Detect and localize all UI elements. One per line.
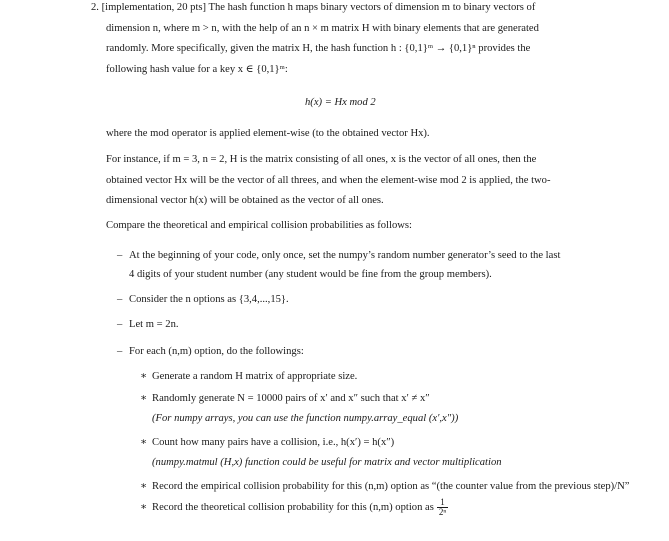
star-bullet: ∗ [140, 393, 148, 404]
dash-bullet: – [117, 346, 123, 357]
substep-generate [140, 370, 357, 384]
step-loop [117, 345, 304, 359]
substep-theoretical [140, 498, 448, 517]
dash-bullet: – [117, 294, 123, 305]
substep-count-note: (numpy.matmul (H,x) function could be useful for matrix and vector multiplication [152, 457, 502, 468]
dash-bullet: – [117, 250, 123, 261]
star-bullet: ∗ [140, 481, 148, 492]
step-m-text: Let m = 2n. [129, 319, 179, 330]
substep-empirical [140, 480, 629, 494]
star-bullet: ∗ [140, 371, 148, 382]
step-m [117, 318, 179, 332]
compare-heading: Compare the theoretical and empirical collision probabilities as follows: [106, 220, 412, 231]
dash-bullet: – [117, 319, 123, 330]
hash-equation: h(x) = Hx mod 2 [305, 97, 376, 108]
substep-pairs-note: (For numpy arrays, you can use the function numpy.array_equal (x′,x″)) [152, 413, 459, 424]
intro-line-3: randomly. More specifically, given the matrix H, the hash function h : {0,1}ᵐ → {0,1}ⁿ provides the [106, 43, 531, 54]
instance-line-1: For instance, if m = 3, n = 2, H is the matrix consisting of all ones, x is the vector of all ones, then the [106, 154, 537, 165]
substep-count [140, 436, 394, 450]
substep-pairs [140, 392, 430, 406]
intro-line-1: 2. [implementation, 20 pts] The hash function h maps binary vectors of dimension m to binary vectors of [91, 2, 536, 13]
mod-note: where the mod operator is applied element-wise (to the obtained vector Hx). [106, 128, 430, 139]
step-seed [117, 249, 560, 263]
star-bullet: ∗ [140, 437, 148, 448]
instance-line-3: dimensional vector h(x) will be obtained as the vector of all ones. [106, 195, 384, 206]
substep-theoretical-text: Record the theoretical collision probability for this (n,m) option as [152, 501, 434, 513]
substep-empirical-text: Record the empirical collision probability for this (n,m) option as “(the counter value from the previous step)/N” [152, 481, 630, 492]
step-loop-text: For each (n,m) option, do the followings: [129, 346, 304, 357]
step-n-options-text: Consider the n options as {3,4,...,15}. [129, 294, 289, 305]
intro-line-2: dimension n, where m > n, with the help of an n × m matrix H with binary elements that are generated [106, 23, 539, 34]
step-seed-cont: 4 digits of your student number (any student would be fine from the group members). [129, 269, 492, 280]
intro-line-4: following hash value for a key x ∈ {0,1}ᵐ: [106, 64, 288, 75]
step-n-options [117, 293, 289, 307]
instance-line-2: obtained vector Hx will be the vector of all threes, and when the element-wise mod 2 is applied, the two- [106, 175, 551, 186]
star-bullet: ∗ [140, 501, 148, 513]
step-seed-text: At the beginning of your code, only once, set the numpy’s random number generator’s seed to the last [129, 250, 561, 261]
substep-generate-text: Generate a random H matrix of appropriate size. [152, 371, 358, 382]
fraction-denominator: 2ⁿ [438, 507, 447, 517]
collision-fraction [437, 498, 448, 517]
fraction-numerator: 1 [437, 498, 448, 508]
substep-pairs-text: Randomly generate N = 10000 pairs of x′ and x″ such that x′ ≠ x″ [152, 393, 430, 404]
substep-count-text: Count how many pairs have a collision, i.e., h(x′) = h(x″) [152, 437, 395, 448]
